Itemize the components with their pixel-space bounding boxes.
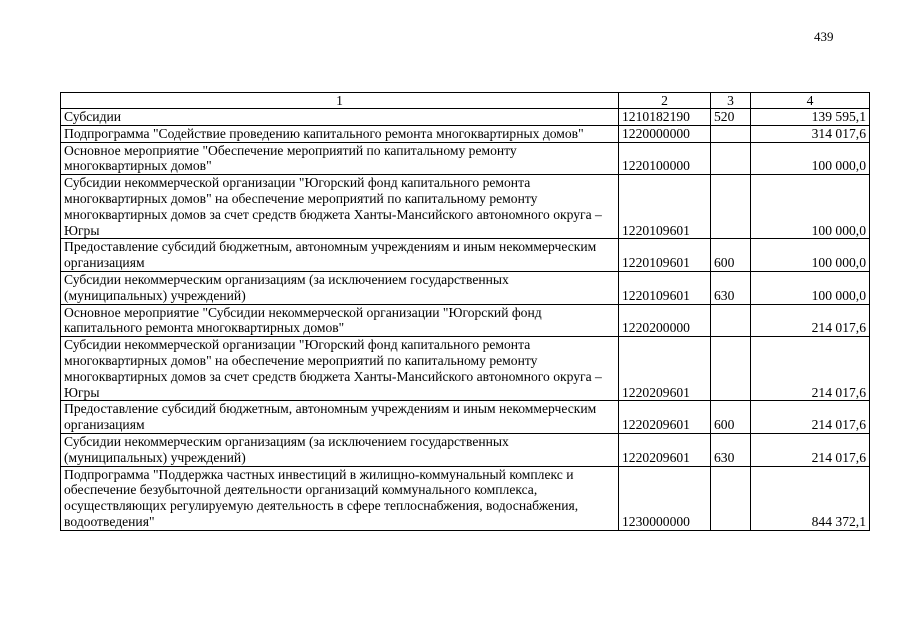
- row-code: 1230000000: [619, 466, 711, 530]
- row-type: 520: [711, 109, 751, 126]
- row-code: 1220209601: [619, 433, 711, 466]
- row-amount: 844 372,1: [751, 466, 870, 530]
- row-amount: 214 017,6: [751, 337, 870, 401]
- table-row: [61, 239, 870, 272]
- header-cell-2: 2: [619, 93, 711, 109]
- row-name: Основное мероприятие "Субсидии некоммерческой организации "Югорский фонд капитального ремонта многоквартирных домов": [61, 304, 619, 337]
- budget-table: [60, 92, 870, 531]
- table-row: [61, 433, 870, 466]
- table-row: [61, 125, 870, 142]
- row-amount: 100 000,0: [751, 175, 870, 239]
- table-row: [61, 466, 870, 530]
- row-type: 630: [711, 271, 751, 304]
- row-code: 1220109601: [619, 271, 711, 304]
- row-amount: 214 017,6: [751, 433, 870, 466]
- row-type: [711, 125, 751, 142]
- table-row: [61, 337, 870, 401]
- row-name: Субсидии некоммерческой организации "Югорский фонд капитального ремонта многоквартирных домов" на обеспечение мероприятий по капитальному ремонту многоквартирных домов за счет средств бюджета Ханты-Мансийского автономного округа – Югры: [61, 337, 619, 401]
- row-code: 1220000000: [619, 125, 711, 142]
- row-name: Субсидии: [61, 109, 619, 126]
- table-row: [61, 401, 870, 434]
- row-code: 1220109601: [619, 239, 711, 272]
- table-row: [61, 304, 870, 337]
- table-row: [61, 175, 870, 239]
- row-code: 1220200000: [619, 304, 711, 337]
- row-code: 1220100000: [619, 142, 711, 175]
- row-type: 600: [711, 401, 751, 434]
- header-cell-3: 3: [711, 93, 751, 109]
- row-name: Предоставление субсидий бюджетным, автономным учреждениям и иным некоммерческим организациям: [61, 401, 619, 434]
- page-number: 439: [814, 29, 834, 44]
- row-type: [711, 175, 751, 239]
- row-code: 1220109601: [619, 175, 711, 239]
- table-header-row: [61, 93, 870, 109]
- row-name: Субсидии некоммерческой организации "Югорский фонд капитального ремонта многоквартирных домов" на обеспечение мероприятий по капитальному ремонту многоквартирных домов за счет средств бюджета Ханты-Мансийского автономного округа – Югры: [61, 175, 619, 239]
- row-type: [711, 142, 751, 175]
- row-type: [711, 466, 751, 530]
- row-amount: 214 017,6: [751, 401, 870, 434]
- row-amount: 100 000,0: [751, 142, 870, 175]
- row-type: [711, 337, 751, 401]
- row-amount: 314 017,6: [751, 125, 870, 142]
- row-amount: 100 000,0: [751, 239, 870, 272]
- table-row: [61, 142, 870, 175]
- row-code: 1210182190: [619, 109, 711, 126]
- row-amount: 139 595,1: [751, 109, 870, 126]
- header-cell-1: 1: [61, 93, 619, 109]
- header-cell-4: 4: [751, 93, 870, 109]
- row-amount: 100 000,0: [751, 271, 870, 304]
- table-row: [61, 271, 870, 304]
- row-name: Подпрограмма "Содействие проведению капитального ремонта многоквартирных домов": [61, 125, 619, 142]
- row-type: 600: [711, 239, 751, 272]
- row-name: Основное мероприятие "Обеспечение мероприятий по капитальному ремонту многоквартирных домов": [61, 142, 619, 175]
- row-code: 1220209601: [619, 401, 711, 434]
- row-name: Субсидии некоммерческим организациям (за исключением государственных (муниципальных) учреждений): [61, 271, 619, 304]
- row-code: 1220209601: [619, 337, 711, 401]
- row-name: Предоставление субсидий бюджетным, автономным учреждениям и иным некоммерческим организациям: [61, 239, 619, 272]
- row-name: Субсидии некоммерческим организациям (за исключением государственных (муниципальных) учреждений): [61, 433, 619, 466]
- row-type: 630: [711, 433, 751, 466]
- row-name: Подпрограмма "Поддержка частных инвестиций в жилищно-коммунальный комплекс и обеспечение безубыточной деятельности организаций коммунального комплекса, осуществляющих регулируемую деятельность в сфере теплоснабжения, водоснабжения, водоотведения": [61, 466, 619, 530]
- row-type: [711, 304, 751, 337]
- table-row: [61, 109, 870, 126]
- row-amount: 214 017,6: [751, 304, 870, 337]
